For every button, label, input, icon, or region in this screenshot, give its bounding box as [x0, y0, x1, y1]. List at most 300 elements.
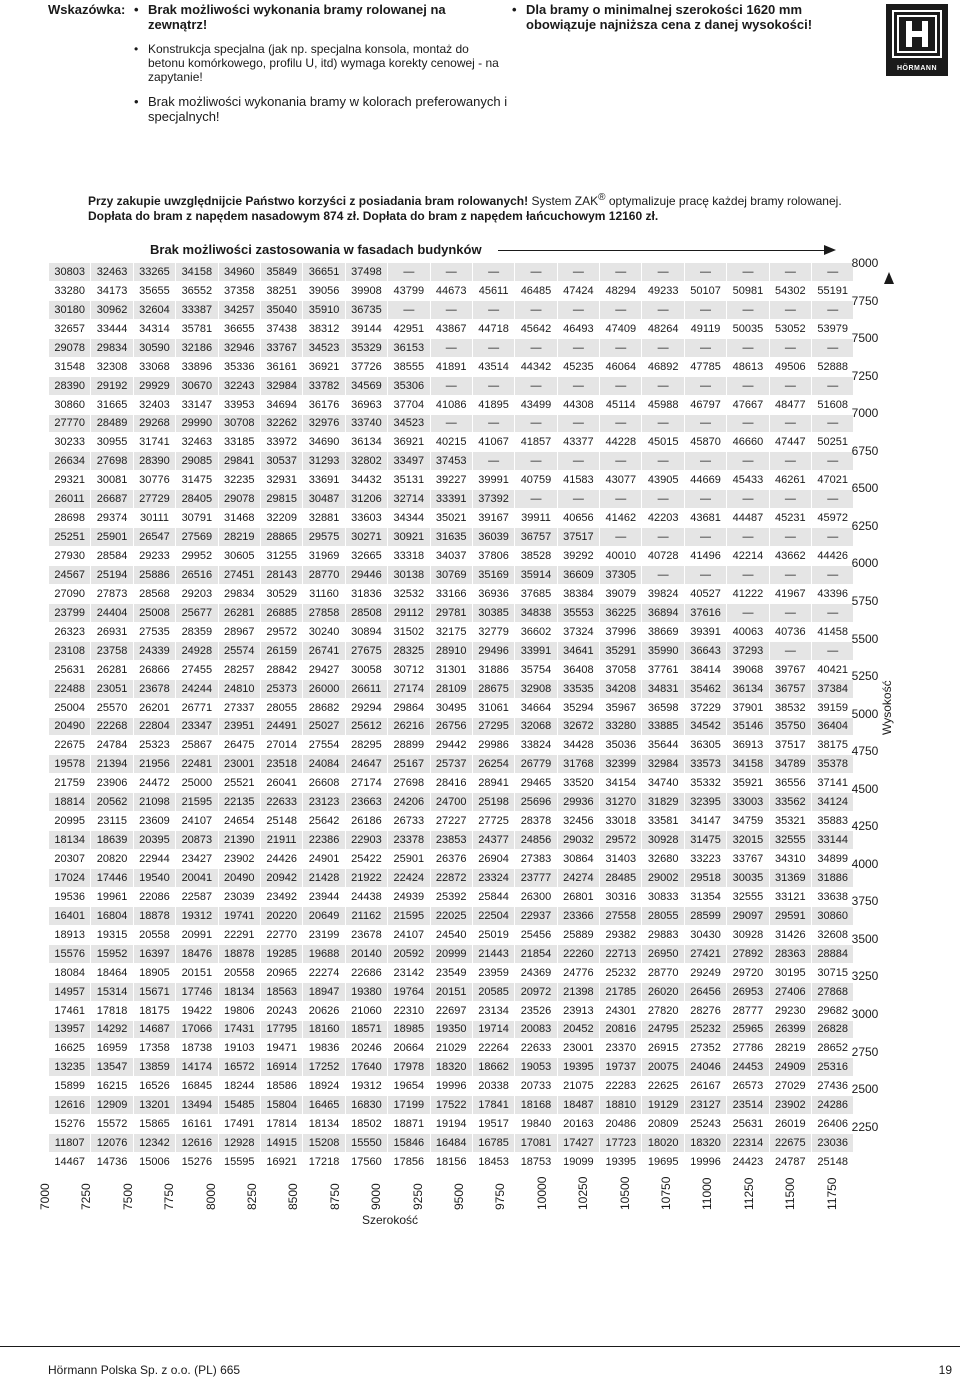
price-cell: 35462 [684, 679, 726, 698]
width-tick-label: 8750 [327, 1183, 342, 1210]
price-cell: 18134 [303, 1115, 345, 1134]
price-cell: 22424 [388, 869, 430, 888]
price-cell: 46797 [684, 395, 726, 414]
price-cell: 39391 [684, 622, 726, 641]
height-tick-label: 8000 [851, 256, 879, 270]
price-cell: 27770 [49, 414, 91, 433]
price-cell: 23609 [133, 812, 175, 831]
price-cell: 29085 [176, 452, 218, 471]
price-cell: 21595 [176, 793, 218, 812]
price-cell: 37726 [345, 357, 387, 376]
price-cell: 34257 [218, 300, 260, 319]
price-cell: 17814 [260, 1115, 302, 1134]
price-cell: 26011 [49, 490, 91, 509]
price-cell: 29986 [472, 736, 514, 755]
price-cell: 24909 [769, 1058, 811, 1077]
price-cell: 20075 [642, 1058, 684, 1077]
price-cell: 30605 [218, 547, 260, 566]
price-cell: 18487 [557, 1096, 599, 1115]
price-cell: 40736 [769, 622, 811, 641]
price-cell: — [472, 376, 514, 395]
width-tick [28, 1170, 68, 1210]
price-cell: — [557, 376, 599, 395]
price-cell: 21398 [557, 982, 599, 1001]
price-cell: 33497 [388, 452, 430, 471]
price-cell: 39767 [769, 660, 811, 679]
price-cell: 41496 [684, 547, 726, 566]
price-cell: 33603 [345, 509, 387, 528]
price-cell: 41222 [727, 584, 769, 603]
price-cell: 34789 [769, 755, 811, 774]
price-cell: 36609 [557, 566, 599, 585]
price-cell: 27174 [345, 774, 387, 793]
price-cell: 31548 [49, 357, 91, 376]
price-cell: 31829 [642, 793, 684, 812]
price-cell: 33581 [642, 812, 684, 831]
info-box [88, 190, 958, 224]
price-cell: 19285 [260, 944, 302, 963]
price-cell: 14174 [176, 1058, 218, 1077]
price-cell: 24784 [91, 736, 133, 755]
price-cell: 32931 [260, 471, 302, 490]
table-row [49, 338, 854, 357]
facade-note: Brak możliwości zastosowania w fasadach budynków [144, 242, 488, 257]
price-cell: 18134 [49, 831, 91, 850]
price-cell: 23134 [472, 1001, 514, 1020]
price-cell: 15865 [133, 1115, 175, 1134]
price-cell: 20452 [557, 1020, 599, 1039]
price-cell: 20991 [176, 925, 218, 944]
price-cell: 32555 [727, 887, 769, 906]
price-cell: 40421 [812, 660, 854, 679]
price-cell: 13235 [49, 1058, 91, 1077]
price-cell: 32532 [388, 584, 430, 603]
price-cell: 29294 [345, 698, 387, 717]
price-cell: — [727, 490, 769, 509]
table-row [49, 603, 854, 622]
height-tick-label: 4500 [851, 781, 879, 796]
price-cell: 19103 [218, 1039, 260, 1058]
price-cell: 30195 [769, 963, 811, 982]
price-cell: 29465 [515, 774, 557, 793]
price-cell: 26904 [472, 850, 514, 869]
price-cell: 30894 [345, 622, 387, 641]
price-cell: 22675 [769, 1134, 811, 1153]
price-cell: — [769, 376, 811, 395]
price-cell: 18320 [684, 1134, 726, 1153]
table-row [49, 774, 854, 793]
price-cell: 22268 [91, 717, 133, 736]
price-cell: 20486 [600, 1115, 642, 1134]
height-tick-label: 6250 [851, 518, 879, 533]
price-cell: 26866 [133, 660, 175, 679]
price-cell: 17856 [388, 1153, 430, 1172]
price-cell: 35883 [812, 812, 854, 831]
price-cell: — [727, 376, 769, 395]
price-cell: 20664 [388, 1039, 430, 1058]
price-cell: 20220 [260, 906, 302, 925]
price-cell: 25373 [260, 679, 302, 698]
price-cell: 27554 [303, 736, 345, 755]
price-cell: 25148 [812, 1153, 854, 1172]
price-cell: 38251 [260, 281, 302, 300]
price-cell: 23913 [557, 1001, 599, 1020]
price-cell: 19836 [303, 1039, 345, 1058]
price-cell: 37517 [769, 736, 811, 755]
table-row [49, 812, 854, 831]
price-cell: 29078 [218, 490, 260, 509]
price-cell: 24206 [388, 793, 430, 812]
price-cell: 29834 [218, 584, 260, 603]
table-row [49, 944, 854, 963]
height-tick-label: 4250 [851, 819, 879, 834]
price-cell: 30529 [260, 584, 302, 603]
price-cell: 36556 [769, 774, 811, 793]
price-cell: 25004 [49, 698, 91, 717]
price-cell: 30081 [91, 471, 133, 490]
price-cell: 23370 [600, 1039, 642, 1058]
price-cell: 45114 [600, 395, 642, 414]
price-cell: — [769, 490, 811, 509]
height-label: Wysokość [880, 680, 894, 735]
width-tick-label: 10250 [576, 1176, 591, 1210]
price-cell: 23001 [218, 755, 260, 774]
price-cell: 23514 [727, 1096, 769, 1115]
price-cell: — [557, 263, 599, 282]
logo-text: HÖRMANN [896, 65, 938, 72]
price-cell: 13494 [176, 1096, 218, 1115]
price-cell: 37498 [345, 263, 387, 282]
price-cell: 16914 [260, 1058, 302, 1077]
price-cell: 23678 [345, 925, 387, 944]
price-cell: 17560 [345, 1153, 387, 1172]
price-cell: — [769, 641, 811, 660]
price-cell: 25323 [133, 736, 175, 755]
price-cell: 20246 [345, 1039, 387, 1058]
price-cell: 24647 [345, 755, 387, 774]
price-cell: 29249 [684, 963, 726, 982]
price-cell: 28055 [260, 698, 302, 717]
price-cell: 39908 [345, 281, 387, 300]
price-cell: 36643 [684, 641, 726, 660]
page-number: 19 [938, 1363, 952, 1377]
price-cell: 16215 [91, 1077, 133, 1096]
price-cell: 18878 [133, 906, 175, 925]
notes-list [128, 2, 508, 134]
price-cell: 21956 [133, 755, 175, 774]
info-plain-1: System ZAK [531, 194, 599, 208]
info-plain-2: optymalizuje pracę każdej bramy rolowanej. [608, 194, 842, 208]
price-cell: 28682 [303, 698, 345, 717]
price-cell: 19741 [218, 906, 260, 925]
price-cell: 19996 [430, 1077, 472, 1096]
price-cell: 29203 [176, 584, 218, 603]
price-cell: 28770 [303, 566, 345, 585]
price-cell: 31468 [218, 509, 260, 528]
width-tick [525, 1170, 565, 1210]
price-cell: 22872 [430, 869, 472, 888]
price-cell: 24540 [430, 925, 472, 944]
price-cell: 28489 [91, 414, 133, 433]
table-row [49, 622, 854, 641]
price-cell: 49506 [769, 357, 811, 376]
price-cell: 30860 [812, 906, 854, 925]
price-cell: 44487 [727, 509, 769, 528]
price-cell: 32946 [218, 338, 260, 357]
price-cell: 23347 [176, 717, 218, 736]
price-cell: 44669 [684, 471, 726, 490]
price-cell: 26323 [49, 622, 91, 641]
price-cell: 29841 [218, 452, 260, 471]
height-tick-label: 4750 [851, 744, 879, 759]
price-cell: 19312 [176, 906, 218, 925]
price-cell: 16845 [176, 1077, 218, 1096]
price-cell: 21785 [600, 982, 642, 1001]
price-cell: 35036 [600, 736, 642, 755]
price-cell: 31741 [133, 433, 175, 452]
price-cell: 34641 [557, 641, 599, 660]
height-tick-label: 2250 [851, 1119, 879, 1134]
price-cell: 22675 [49, 736, 91, 755]
width-tick [111, 1170, 151, 1210]
price-cell: 36757 [515, 528, 557, 547]
price-cell: 29572 [600, 831, 642, 850]
price-cell: 26019 [769, 1115, 811, 1134]
price-cell: 25251 [49, 528, 91, 547]
price-cell: 29268 [133, 414, 175, 433]
price-cell: 26573 [727, 1077, 769, 1096]
price-cell: 27451 [218, 566, 260, 585]
price-cell: 21075 [557, 1077, 599, 1096]
price-cell: 25019 [472, 925, 514, 944]
price-cell: 27352 [684, 1039, 726, 1058]
price-table-body [49, 263, 854, 1172]
price-cell: 26915 [642, 1039, 684, 1058]
price-cell: 26254 [472, 755, 514, 774]
price-cell: 35914 [515, 566, 557, 585]
price-cell: 27729 [133, 490, 175, 509]
price-cell: 29575 [303, 528, 345, 547]
price-cell: 33121 [769, 887, 811, 906]
price-cell: 35336 [218, 357, 260, 376]
price-cell: 36225 [600, 603, 642, 622]
price-cell: 22283 [600, 1077, 642, 1096]
price-cell: — [642, 566, 684, 585]
price-cell: 26756 [430, 717, 472, 736]
price-cell: 23777 [515, 869, 557, 888]
price-cell: 30962 [91, 300, 133, 319]
price-cell: 28599 [684, 906, 726, 925]
price-cell: 22633 [260, 793, 302, 812]
price-cell: 34838 [515, 603, 557, 622]
price-cell: 23127 [684, 1096, 726, 1115]
price-cell: 32881 [303, 509, 345, 528]
price-cell: 30590 [133, 338, 175, 357]
price-cell: 16804 [91, 906, 133, 925]
price-cell: 24274 [557, 869, 599, 888]
price-cell: 34960 [218, 263, 260, 282]
price-cell: 20585 [472, 982, 514, 1001]
price-cell: 33824 [515, 736, 557, 755]
price-cell: 12616 [176, 1134, 218, 1153]
price-cell: 42203 [642, 509, 684, 528]
price-cell: 36039 [472, 528, 514, 547]
price-cell: 32908 [515, 679, 557, 698]
price-cell: 20558 [218, 963, 260, 982]
table-row [49, 490, 854, 509]
width-tick-label: 8000 [203, 1183, 218, 1210]
price-cell: 18320 [430, 1058, 472, 1077]
price-cell: 30708 [218, 414, 260, 433]
price-cell: 28257 [218, 660, 260, 679]
price-cell: — [727, 603, 769, 622]
price-cell: 21428 [303, 869, 345, 888]
price-cell: 34432 [345, 471, 387, 490]
price-cell: 35849 [260, 263, 302, 282]
price-cell: 32657 [49, 319, 91, 338]
price-cell: 29097 [727, 906, 769, 925]
price-cell: 16397 [133, 944, 175, 963]
price-cell: — [684, 338, 726, 357]
price-cell: 19315 [91, 925, 133, 944]
price-cell: 29834 [91, 338, 133, 357]
price-cell: 28359 [176, 622, 218, 641]
price-cell: 23199 [303, 925, 345, 944]
price-cell: 36651 [303, 263, 345, 282]
price-cell: 28910 [430, 641, 472, 660]
price-cell: 37141 [812, 774, 854, 793]
price-cell: 35781 [176, 319, 218, 338]
price-cell: 30860 [49, 395, 91, 414]
price-cell: 37996 [600, 622, 642, 641]
price-cell: 16959 [91, 1039, 133, 1058]
width-tick [649, 1170, 689, 1210]
price-cell: 27383 [515, 850, 557, 869]
price-cell: 19395 [600, 1153, 642, 1172]
height-tick-label: 5500 [851, 631, 879, 646]
width-tick [690, 1170, 730, 1210]
price-cell: 25456 [515, 925, 557, 944]
price-cell: 40215 [430, 433, 472, 452]
info-bold-1: Przy zakupie uwzględnijcie Państwo korzyści z posiadania bram rolowanych! [88, 194, 529, 208]
price-cell: 33782 [303, 376, 345, 395]
price-cell: 30111 [133, 509, 175, 528]
price-cell: 33953 [218, 395, 260, 414]
price-cell: 33018 [600, 812, 642, 831]
price-cell: 32555 [769, 831, 811, 850]
price-cell: 36408 [557, 660, 599, 679]
price-cell: — [472, 300, 514, 319]
price-cell: 24472 [133, 774, 175, 793]
price-cell: 31502 [388, 622, 430, 641]
price-cell: 23051 [91, 679, 133, 698]
price-cell: 26399 [769, 1020, 811, 1039]
height-tick-label: 6750 [851, 443, 879, 458]
price-cell: 28485 [600, 869, 642, 888]
price-cell: 23142 [388, 963, 430, 982]
price-cell: — [600, 300, 642, 319]
price-cell: 29883 [642, 925, 684, 944]
price-cell: 27090 [49, 584, 91, 603]
price-cell: 39292 [557, 547, 599, 566]
price-cell: 19350 [430, 1020, 472, 1039]
price-cell: — [812, 414, 854, 433]
price-cell: 32068 [515, 717, 557, 736]
price-cell: 38555 [388, 357, 430, 376]
price-cell: 24423 [727, 1153, 769, 1172]
price-cell: 26608 [303, 774, 345, 793]
price-cell: 50035 [727, 319, 769, 338]
price-cell: 18871 [388, 1115, 430, 1134]
price-cell: — [642, 338, 684, 357]
width-axis-labels [38, 1170, 839, 1210]
price-cell: 18476 [176, 944, 218, 963]
table-row [49, 395, 854, 414]
price-cell: 19695 [642, 1153, 684, 1172]
price-cell: 15006 [133, 1153, 175, 1172]
price-cell: 22587 [176, 887, 218, 906]
price-cell: 28390 [133, 452, 175, 471]
price-cell: 22274 [303, 963, 345, 982]
price-cell: — [600, 376, 642, 395]
price-cell: 29518 [684, 869, 726, 888]
price-cell: 33896 [176, 357, 218, 376]
price-cell: — [684, 566, 726, 585]
price-cell: 26611 [345, 679, 387, 698]
price-cell: 31665 [91, 395, 133, 414]
price-cell: 22260 [557, 944, 599, 963]
price-cell: 20490 [49, 717, 91, 736]
price-cell: 25901 [388, 850, 430, 869]
price-cell: 23906 [91, 774, 133, 793]
price-cell: 37358 [218, 281, 260, 300]
price-cell: 17818 [91, 1001, 133, 1020]
price-cell: 33885 [642, 717, 684, 736]
price-cell: 21595 [388, 906, 430, 925]
width-tick [318, 1170, 358, 1210]
price-cell: 24301 [600, 1001, 642, 1020]
price-cell: 14957 [49, 982, 91, 1001]
price-cell: 41857 [515, 433, 557, 452]
price-cell: 17358 [133, 1039, 175, 1058]
price-cell: 24856 [515, 831, 557, 850]
price-cell: 31061 [472, 698, 514, 717]
price-cell: 18134 [218, 982, 260, 1001]
price-cell: — [684, 528, 726, 547]
price-cell: 32976 [303, 414, 345, 433]
table-row [49, 679, 854, 698]
price-cell: 20041 [176, 869, 218, 888]
price-cell: 30921 [388, 528, 430, 547]
price-cell: 24084 [303, 755, 345, 774]
price-cell: 24453 [727, 1058, 769, 1077]
price-cell: 33972 [260, 433, 302, 452]
price-cell: — [430, 338, 472, 357]
price-cell: 14687 [133, 1020, 175, 1039]
price-cell: 20999 [430, 944, 472, 963]
price-cell: 22314 [727, 1134, 769, 1153]
price-cell: 27930 [49, 547, 91, 566]
table-row [49, 906, 854, 925]
price-cell: 34831 [642, 679, 684, 698]
width-tick [359, 1170, 399, 1210]
price-cell: 27436 [812, 1077, 854, 1096]
price-cell: 20592 [388, 944, 430, 963]
width-tick [69, 1170, 109, 1210]
table-row [49, 869, 854, 888]
price-cell: 33638 [812, 887, 854, 906]
width-tick [773, 1170, 813, 1210]
